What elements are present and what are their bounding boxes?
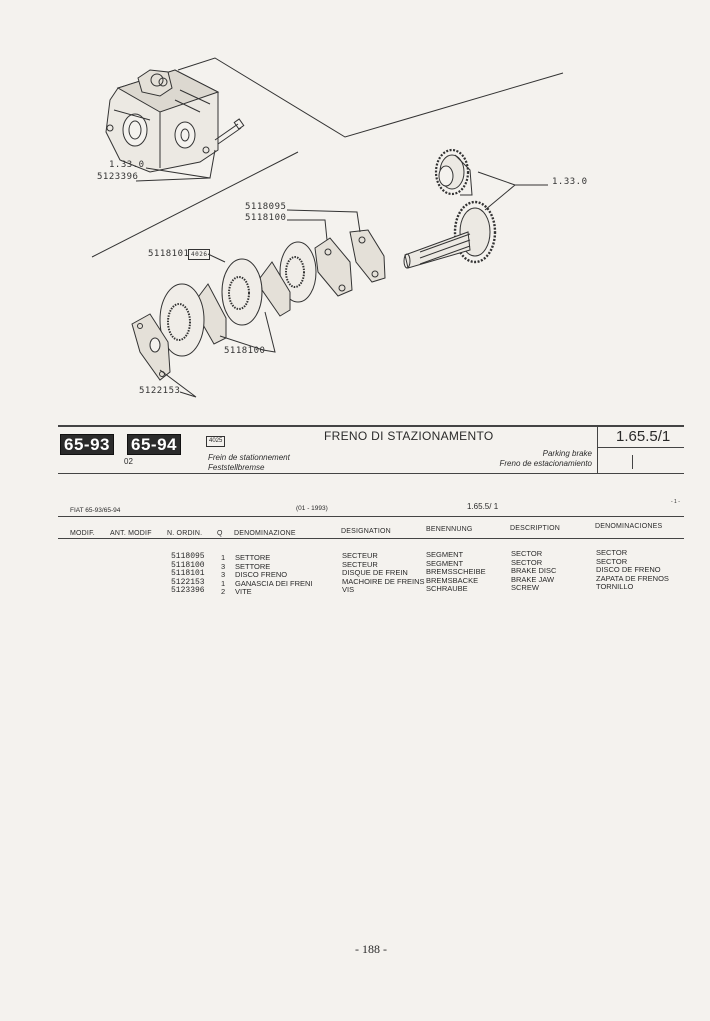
table-row-de: BREMSBACKE xyxy=(426,575,479,585)
sector-pair-top xyxy=(315,230,385,296)
table-row-de: SCHRAUBE xyxy=(426,584,468,594)
table-row-en: BRAKE DISC xyxy=(511,566,557,576)
table-row-en: SCREW xyxy=(511,583,539,593)
label-ref-1330-left: 1.33.0 xyxy=(109,160,145,170)
list-es xyxy=(596,549,669,592)
page-number: - 188 - xyxy=(355,942,387,956)
table-row-it: SETTORE xyxy=(235,561,271,571)
list-fr xyxy=(342,552,425,595)
col-denominazione: DENOMINAZIONE xyxy=(234,530,296,537)
table-row-qty: 1 xyxy=(221,578,226,588)
brake-disc-stack xyxy=(160,242,316,356)
label-ref-1330-right: 1.33.0 xyxy=(552,177,588,187)
model-sub: 02 xyxy=(124,457,133,466)
table-row-fr: DISQUE DE FREIN xyxy=(342,568,408,578)
table-row-es: ZAPATA DE FRENOS xyxy=(596,573,669,583)
header-section-tick xyxy=(632,455,633,469)
model-badge-b: 65-94 xyxy=(127,434,181,455)
list-quantities xyxy=(221,554,225,597)
table-row-en: BRAKE JAW xyxy=(511,574,555,584)
table-row-fr: SECTEUR xyxy=(342,551,378,560)
page-ref: 1.65.5/ 1 xyxy=(467,502,499,511)
table-row-de: SEGMENT xyxy=(426,550,464,559)
col-q: Q xyxy=(217,530,223,537)
table-row-qty: 3 xyxy=(221,561,226,571)
table-row-es: SECTOR xyxy=(596,548,628,557)
label-part-5118100-top: 5118100 xyxy=(245,213,287,223)
label-part-5118100-bottom: 5118100 xyxy=(224,346,266,356)
table-row-es: SECTOR xyxy=(596,556,628,566)
col-denominaciones: DENOMINACIONES xyxy=(595,523,663,530)
header-bottom-rule xyxy=(58,473,684,474)
header-divider xyxy=(597,425,598,473)
table-row-es: TORNILLO xyxy=(596,582,634,592)
list-en xyxy=(511,550,556,593)
model-line: FIAT 65-93/65-94 xyxy=(70,507,121,514)
header-section-rule xyxy=(598,447,684,448)
list-it xyxy=(235,554,313,597)
col-designation: DESIGNATION xyxy=(341,528,391,535)
title-es: Freno de estacionamiento xyxy=(499,459,592,468)
diagram-drawing xyxy=(0,0,710,410)
table-row-it: DISCO FRENO xyxy=(235,570,288,580)
table-row-es: DISCO DE FRENO xyxy=(596,565,661,575)
table-row-de: SEGMENT xyxy=(426,558,464,568)
table-row-it: SETTORE xyxy=(235,553,271,562)
gearbox-housing xyxy=(106,70,218,172)
diagram-code-box: 4026 xyxy=(188,249,210,260)
col-modif: MODIF. xyxy=(70,530,95,537)
title-fr: Frein de stationnement xyxy=(208,453,290,462)
table-header-rule xyxy=(58,538,684,539)
table-row-part: 5118100 xyxy=(171,560,205,570)
table-row-part: 5122153 xyxy=(171,577,205,587)
table-row-fr: SECTEUR xyxy=(342,559,378,569)
table-row-de: BREMSSCHEIBE xyxy=(426,567,486,577)
table-row-qty: 1 xyxy=(221,553,226,562)
table-row-part: 5123396 xyxy=(171,586,205,596)
col-description: DESCRIPTION xyxy=(510,525,561,532)
gear-cluster xyxy=(404,150,495,268)
model-badge-a: 65-93 xyxy=(60,434,114,455)
label-part-5118095: 5118095 xyxy=(245,202,287,212)
label-part-5123396: 5123396 xyxy=(97,172,139,182)
corner-mark: - 1 - xyxy=(671,499,680,505)
table-row-it: GANASCIA DEI FRENI xyxy=(235,578,313,588)
table-row-it: VITE xyxy=(235,587,252,597)
label-part-5118101: 5118101 xyxy=(148,249,190,259)
title-en: Parking brake xyxy=(542,449,592,458)
screw-5123396 xyxy=(215,119,244,144)
table-row-fr: MACHOIRE DE FREINS xyxy=(342,576,425,586)
title-de: Feststellbremse xyxy=(208,463,265,472)
table-row-qty: 2 xyxy=(221,587,226,597)
list-de xyxy=(426,551,486,594)
list-part-numbers xyxy=(171,553,205,596)
table-top-rule xyxy=(58,516,684,517)
table-row-qty: 3 xyxy=(221,570,226,580)
table-row-fr: VIS xyxy=(342,585,355,595)
table-row-part: 5118101 xyxy=(171,569,205,579)
col-n-ordin: N. ORDIN. xyxy=(167,530,203,537)
table-row-en: SECTOR xyxy=(511,549,543,558)
col-ant-modif: ANT. MODIF xyxy=(110,530,152,537)
label-part-5122153: 5122153 xyxy=(139,386,181,396)
table-row-en: SECTOR xyxy=(511,557,543,567)
title-it: FRENO DI STAZIONAMENTO xyxy=(324,429,494,443)
section-number: 1.65.5/1 xyxy=(616,428,671,445)
table-row-part: 5118095 xyxy=(171,552,205,561)
header-top-rule xyxy=(58,425,684,427)
col-benennung: BENENNUNG xyxy=(426,526,473,533)
date-range: (01 - 1993) xyxy=(296,505,328,512)
header-code-box: 4025 xyxy=(206,436,225,447)
